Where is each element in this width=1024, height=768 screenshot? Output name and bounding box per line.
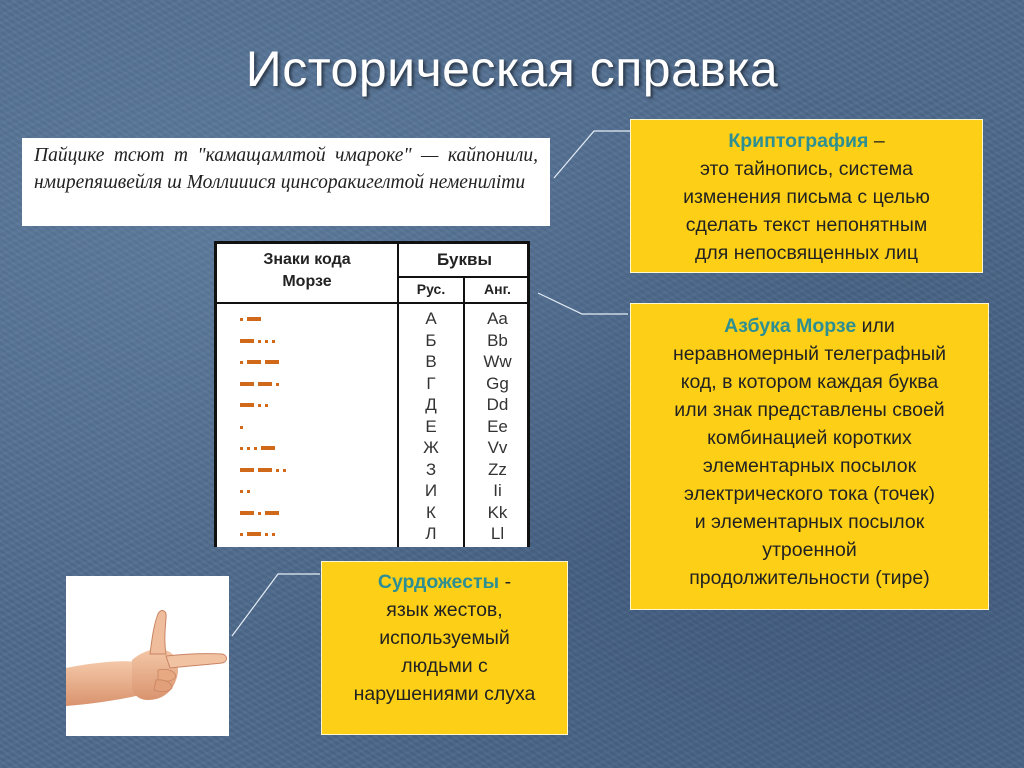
morse-dot xyxy=(254,447,257,450)
russian-letter: Б xyxy=(425,330,437,350)
card-line: утроенной xyxy=(762,539,857,561)
russian-letter: Л xyxy=(425,524,437,543)
card-line: элементарных посылок xyxy=(702,455,917,477)
card-cryptography xyxy=(630,119,983,273)
card-line: или знак представлены своей xyxy=(674,399,945,421)
card-line: код, в котором каждая буква xyxy=(680,371,939,393)
russian-letter: Ж xyxy=(423,438,439,457)
morse-code-symbol xyxy=(240,480,390,501)
english-letter: Aa xyxy=(487,309,508,328)
connector-surdo xyxy=(232,574,320,636)
morse-dot xyxy=(258,404,261,407)
slide-title: Историческая справка xyxy=(245,41,779,97)
morse-dot xyxy=(240,318,243,321)
english-letter: Kk xyxy=(487,502,508,522)
term-sign-gestures: Сурдожесты xyxy=(377,571,500,593)
connector-crypto xyxy=(554,131,630,178)
card-line: сделать текст непонятным xyxy=(685,214,928,236)
table-row xyxy=(214,480,530,501)
table-row xyxy=(214,373,530,394)
morse-dot xyxy=(272,340,275,343)
card-line: комбинацией коротких xyxy=(707,427,912,449)
connector-morse xyxy=(538,293,628,314)
english-letter: Dd xyxy=(486,395,509,414)
card-line: нарушениями слуха xyxy=(353,683,536,705)
english-letter: Gg xyxy=(486,373,509,393)
card-line: электрического тока (точек) xyxy=(684,483,935,505)
table-row xyxy=(214,437,530,458)
table-row xyxy=(214,308,530,329)
card-line: продолжительности (тире) xyxy=(689,567,930,589)
morse-dash xyxy=(261,446,275,450)
russian-letter: В xyxy=(425,352,437,371)
morse-code-symbol xyxy=(240,459,390,480)
morse-dash xyxy=(240,403,254,407)
term-morse-alphabet: Азбука Морзе xyxy=(724,315,857,337)
morse-code-table xyxy=(214,241,530,547)
morse-dot xyxy=(272,533,275,536)
card-surdo-heading: Сурдожесты - xyxy=(377,571,512,593)
russian-letter: Д xyxy=(425,395,437,414)
morse-dot xyxy=(265,340,268,343)
card-line: язык жестов, xyxy=(386,599,503,621)
card-line: используемый xyxy=(379,627,510,649)
morse-code-symbol xyxy=(240,437,390,458)
morse-dot xyxy=(240,447,243,450)
morse-code-symbol xyxy=(240,330,390,351)
morse-dot xyxy=(247,447,250,450)
table-row xyxy=(214,459,530,480)
table-row xyxy=(214,330,530,351)
table-row xyxy=(214,523,530,544)
card-morse-alphabet xyxy=(630,303,989,610)
hand-gesture-image xyxy=(66,576,229,736)
header-morse-code: Знаки кода Морзе xyxy=(263,251,351,290)
morse-dash xyxy=(247,360,261,364)
morse-dot xyxy=(240,426,243,429)
english-letter: Ee xyxy=(487,416,508,436)
morse-code-symbol xyxy=(240,351,390,372)
morse-dash xyxy=(240,511,254,515)
morse-dash xyxy=(265,360,279,364)
header-english: Анг. xyxy=(484,281,511,297)
russian-letter: И xyxy=(424,481,438,500)
card-line: это тайнопись, система xyxy=(700,158,913,180)
card-line: неравномерный телеграфный xyxy=(672,343,947,365)
morse-dash xyxy=(240,339,254,343)
english-letter: Ii xyxy=(493,481,502,500)
english-letter: Ww xyxy=(483,352,512,371)
hand-gesture-icon xyxy=(66,576,229,736)
card-line: и элементарных посылок xyxy=(694,511,925,533)
russian-letter: Г xyxy=(426,373,436,393)
morse-code-symbol xyxy=(240,502,390,523)
morse-dot xyxy=(240,533,243,536)
morse-dash xyxy=(240,382,254,386)
russian-letter: К xyxy=(426,502,436,522)
table-row xyxy=(214,351,530,372)
table-row xyxy=(214,502,530,523)
morse-dash xyxy=(247,532,261,536)
morse-dot xyxy=(283,469,286,472)
morse-code-symbol xyxy=(240,373,390,394)
russian-letter: З xyxy=(425,459,437,479)
morse-dot xyxy=(258,340,261,343)
morse-dot xyxy=(265,533,268,536)
morse-dash xyxy=(240,468,254,472)
header-letters: Буквы xyxy=(437,250,492,269)
cipher-text-sample: Пайцике тсют т "камащамлтой чмароке" — кайпонили, нмирепяшвейля ш Моллииися цинсоракигелтой немениліти xyxy=(22,138,550,226)
table-row xyxy=(214,416,530,437)
morse-dot xyxy=(265,404,268,407)
table-divider xyxy=(214,302,530,304)
morse-dash xyxy=(265,511,279,515)
russian-letter: А xyxy=(425,309,437,328)
morse-code-symbol xyxy=(240,308,390,329)
morse-dot xyxy=(258,512,261,515)
morse-dash xyxy=(258,382,272,386)
morse-dot xyxy=(276,469,279,472)
morse-dot xyxy=(240,361,243,364)
header-russian: Рус. xyxy=(416,281,446,297)
morse-dot xyxy=(276,383,279,386)
russian-letter: Е xyxy=(425,416,437,436)
term-cryptography: Криптография xyxy=(728,130,869,152)
morse-code-symbol xyxy=(240,523,390,544)
morse-code-symbol xyxy=(240,394,390,415)
card-crypto-heading: Криптография – xyxy=(728,130,885,152)
card-sign-language xyxy=(321,561,568,735)
english-letter: Vv xyxy=(487,438,508,457)
morse-dot xyxy=(240,490,243,493)
english-letter: Bb xyxy=(487,330,508,350)
english-letter: Zz xyxy=(488,459,507,479)
morse-dot xyxy=(247,490,250,493)
card-line: для непосвященных лиц xyxy=(694,242,919,264)
card-morse-heading: Азбука Морзе или xyxy=(724,315,895,337)
english-letter: Ll xyxy=(490,524,505,543)
morse-code-symbol xyxy=(240,416,390,437)
table-row xyxy=(214,394,530,415)
table-divider xyxy=(397,276,530,278)
card-line: изменения письма с целью xyxy=(683,186,930,208)
morse-dash xyxy=(258,468,272,472)
morse-dash xyxy=(247,317,261,321)
card-line: людьми с xyxy=(401,655,488,677)
